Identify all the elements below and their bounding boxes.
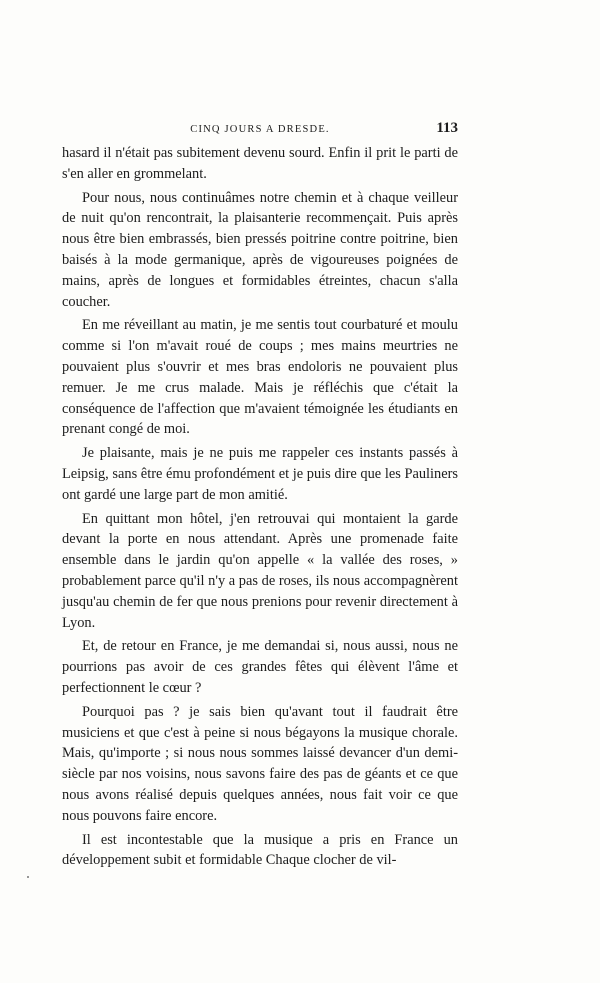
paragraph: En quittant mon hôtel, j'en retrouvai qui montaient la garde devant la porte en nous attendant. Après une promenade faite ensemble dans le jardin qu'on appelle « la vallée des roses, » probablement parce qu'il n'y a pas de roses, ils nous accompagnèrent jusqu'au chemin de fer que nous prenions pour revenir directement à Lyon. [62, 510, 458, 631]
paragraph: Pourquoi pas ? je sais bien qu'avant tout il faudrait être musiciens et que c'est à peine si nous bégayons la musique chorale. Mais, qu'importe ; si nous nous sommes laissé devancer d'un demi-siècle par nos voisins, nous savons faire des pas de géants et ce que nous avons réalisé depuis quelques années, nous fait voir ce que nous pouvons faire encore. [62, 703, 458, 824]
paragraph-continuation: hasard il n'était pas subitement devenu sourd. Enfin il prit le parti de s'en aller en grommelant. [62, 145, 458, 182]
running-title: CINQ JOURS A DRESDE. [190, 124, 330, 135]
paragraph: Pour nous, nous continuâmes notre chemin et à chaque veilleur de nuit qu'on rencontrait, la plaisanterie recommençait. Puis après nous être bien embrassés, bien pressés poitrine contre poitrine, bien baisés à la mode germanique, après de vigoureuses poignées de mains, après de longues et formidables étreintes, chacun s'alla coucher. [62, 189, 458, 310]
paragraph: En me réveillant au matin, je me sentis tout courbaturé et moulu comme si l'on m'avait roué de coups ; mes mains meurtries ne pouvaient plus s'ouvrir et mes bras endoloris ne pouvaient plus remuer. Je me crus malade. Mais je réfléchis que c'était la conséquence de l'affection que m'avaient témoignée les étudiants en prenant congé de moi. [62, 317, 458, 438]
running-head [62, 120, 458, 140]
paper-speck [27, 876, 29, 878]
paragraph: Il est incontestable que la musique a pris en France un développement subit et formidable Chaque clocher de vil- [62, 831, 458, 869]
paragraph: Je plaisante, mais je ne puis me rappeler ces instants passés à Leipsig, sans être ému profondément et je puis dire que les Pauliners ont gardé une large part de mon amitié. [62, 445, 458, 503]
body-text [62, 143, 458, 871]
page-number: 113 [436, 120, 458, 136]
paragraph: Et, de retour en France, je me demandai si, nous aussi, nous ne pourrions pas avoir de ces grandes fêtes qui élèvent l'âme et perfectionnent le cœur ? [62, 638, 458, 696]
